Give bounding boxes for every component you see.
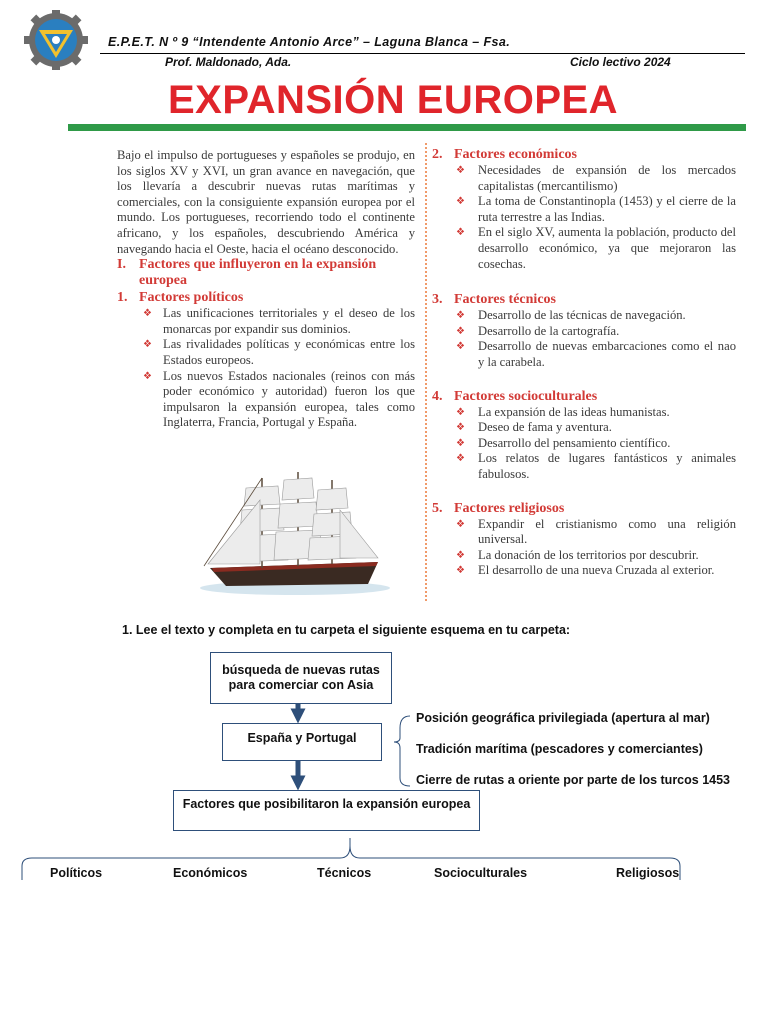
list-item: ❖ La expansión de las ideas humanistas. (432, 405, 736, 421)
box-expansion-factors: Factores que posibilitaron la expansión europea (173, 790, 480, 831)
branch-maritime-tradition: Tradición marítima (pescadores y comerciantes) (416, 742, 703, 756)
list-item: ❖ La toma de Constantinopla (1453) y el cierre de la ruta terrestre a las Indias. (432, 194, 736, 225)
list-item: ❖ Necesidades de expansión de los mercados capitalistas (mercantilismo) (432, 163, 736, 194)
category-socioculturales: Socioculturales (434, 866, 528, 880)
list-item: ❖ Desarrollo de las técnicas de navegación. (432, 308, 736, 324)
teacher-name: Prof. Maldonado, Ada. (165, 55, 292, 69)
section-number: I. (117, 257, 126, 273)
heading-number: 3. (432, 292, 443, 308)
list-item: ❖ Las unificaciones territoriales y el deseo de los monarcas por expandir sus dominios. (117, 306, 415, 337)
list-item: ❖ Las rivalidades políticas y económicas entre los Estados europeos. (117, 337, 415, 368)
heading-number: 5. (432, 500, 443, 516)
section-title: Factores que influyeron en la expansión europea (139, 257, 377, 289)
list-item: ❖ Los nuevos Estados nacionales (reinos con más poder económico y autoridad) fueron los que impulsaron la expansión europea, tales como Inglaterra, Francia, Portugal y España. (117, 369, 415, 431)
category-religiosos: Religiosos (616, 866, 680, 880)
school-year: Ciclo lectivo 2024 (570, 55, 671, 69)
heading-title: Factores económicos (454, 147, 577, 162)
page-title: EXPANSIÓN EUROPEA (168, 78, 619, 122)
category-tecnicos: Técnicos (317, 866, 372, 880)
heading-number: 1. (117, 290, 128, 306)
branch-geographic-position: Posición geográfica privilegiada (apertura al mar) (416, 711, 710, 725)
list-item: ❖ En el siglo XV, aumenta la población, producto del desarrollo económico, ya que mejoraron las cosechas. (432, 225, 736, 272)
list-item: ❖ Desarrollo de nuevas embarcaciones como el nao y la carabela. (432, 339, 736, 370)
school-name: E.P.E.T. N º 9 “Intendente Antonio Arce” – Laguna Blanca – Fsa. (108, 35, 511, 49)
category-economicos: Económicos (173, 866, 248, 880)
heading-title: Factores técnicos (454, 292, 556, 308)
list-item: ❖ Desarrollo de la cartografía. (432, 324, 736, 340)
box-spain-portugal: España y Portugal (222, 723, 382, 761)
list-item: ❖ Los relatos de lugares fantásticos y animales fabulosos. (432, 451, 736, 482)
heading-number: 2. (432, 147, 443, 162)
heading-title: Factores socioculturales (454, 388, 598, 404)
list-item: ❖ Expandir el cristianismo como una religión universal. (432, 517, 736, 548)
list-item: ❖ La donación de los territorios por descubrir. (432, 548, 736, 564)
list-item: ❖ El desarrollo de una nueva Cruzada al exterior. (432, 563, 736, 579)
heading-title: Factores políticos (139, 290, 244, 306)
heading-number: 4. (432, 388, 443, 404)
intro-paragraph: Bajo el impulso de portugueses y españoles se produjo, en los siglos XV y XVI, un gran avance en navegación, que los llevaría a descubrir nuevas rutas marítimas y comerciales, con la consiguiente expansión europea por el mundo. Los portugueses, recorriendo todo el continente africano, y los españoles, descubriendo América y navegando hacia el Oeste, hacia el océano desconocido. (117, 148, 415, 256)
list-item: ❖ Deseo de fama y aventura. (432, 420, 736, 436)
heading-title: Factores religiosos (454, 500, 565, 516)
branch-route-closure: Cierre de rutas a oriente por parte de los turcos 1453 (416, 773, 731, 787)
box-new-routes: búsqueda de nuevas rutas para comerciar con Asia (210, 652, 392, 704)
exercise-instruction: 1. Lee el texto y completa en tu carpeta el siguiente esquema en tu carpeta: (122, 623, 571, 637)
category-politicos: Políticos (50, 866, 103, 880)
list-item: ❖ Desarrollo del pensamiento científico. (432, 436, 736, 452)
